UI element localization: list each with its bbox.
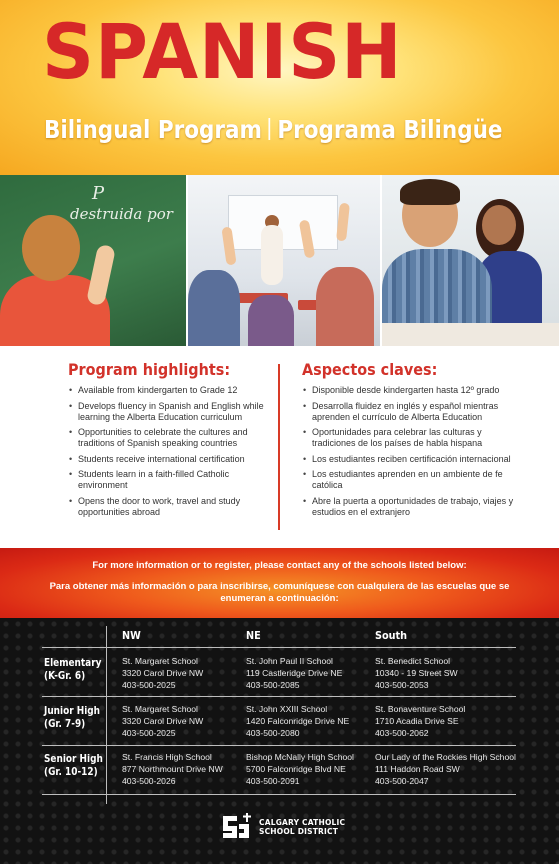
school-phone[interactable]: 403-500-2025 bbox=[122, 728, 176, 738]
row-header-senior-high bbox=[44, 753, 103, 779]
row-level: Junior High bbox=[44, 705, 101, 717]
table-divider-vertical bbox=[106, 626, 107, 804]
school-address: 3320 Carol Drive NW bbox=[122, 716, 204, 726]
school-cell bbox=[122, 751, 223, 787]
list-item: • Los estudiantes aprenden en un ambiente de fe católica bbox=[302, 469, 522, 491]
highlights-es-heading: Aspectos claves: bbox=[302, 360, 438, 379]
school-phone[interactable]: 403-500-2026 bbox=[122, 776, 176, 786]
logo-line-2: SCHOOL DISTRICT bbox=[259, 827, 339, 836]
logo-text bbox=[259, 818, 345, 837]
list-item: • Desarrolla fluidez en inglés y español mientras aprenden el currículo de Alberta Education bbox=[302, 401, 522, 423]
contact-text-en: For more information or to register, please contact any of the schools listed below: bbox=[92, 560, 467, 571]
school-address: 3320 Carol Drive NW bbox=[122, 668, 204, 678]
subtitle-es: Programa Bilingüe bbox=[277, 115, 503, 144]
subtitle-divider bbox=[269, 118, 271, 140]
photo-strip bbox=[0, 175, 559, 346]
row-level: Elementary bbox=[44, 657, 102, 669]
school-address: 10340 - 19 Street SW bbox=[375, 668, 458, 678]
photo-students bbox=[382, 175, 559, 346]
school-cell bbox=[246, 703, 349, 739]
row-header-elementary bbox=[44, 657, 101, 683]
highlights-en-list bbox=[68, 385, 268, 518]
photo-chalkboard bbox=[0, 175, 186, 346]
table bbox=[382, 323, 559, 346]
school-address: 111 Haddon Road SW bbox=[375, 764, 460, 774]
student-arm bbox=[86, 244, 116, 306]
school-address: 877 Northmount Drive NW bbox=[122, 764, 223, 774]
row-grades: (K-Gr. 6) bbox=[44, 670, 86, 682]
student-head bbox=[22, 215, 80, 281]
school-name: St. Margaret School bbox=[122, 656, 198, 666]
column-header-south: South bbox=[375, 629, 408, 642]
school-address: 1420 Falconridge Drive NE bbox=[246, 716, 350, 726]
school-cell bbox=[246, 655, 342, 691]
school-name: St. John XXIII School bbox=[246, 704, 328, 714]
school-cell bbox=[122, 703, 203, 739]
school-address: 119 Castleridge Drive NE bbox=[246, 668, 343, 678]
classmate bbox=[316, 267, 374, 346]
highlights-es bbox=[302, 360, 522, 522]
logo-line-1: CALGARY CATHOLIC bbox=[259, 817, 346, 827]
subtitle bbox=[44, 115, 503, 144]
chalk-text-1: P bbox=[92, 183, 105, 204]
school-name: Our Lady of the Rockies High School bbox=[375, 752, 516, 762]
classmate bbox=[248, 295, 294, 346]
list-item: • Students receive international certification bbox=[68, 454, 268, 465]
highlights-en bbox=[68, 360, 268, 522]
school-name: St. John Paul II School bbox=[246, 656, 333, 666]
highlights-en-heading: Program highlights: bbox=[68, 360, 231, 379]
school-phone[interactable]: 403-500-2025 bbox=[122, 680, 176, 690]
contact-banner bbox=[0, 548, 559, 618]
student-hair bbox=[400, 179, 460, 205]
column-divider bbox=[278, 364, 280, 530]
school-name: Bishop McNally High School bbox=[246, 752, 354, 762]
column-header-nw: NW bbox=[122, 629, 141, 642]
list-item: • Opportunities to celebrate the cultures and traditions of Spanish speaking countries bbox=[68, 427, 268, 449]
row-level: Senior High bbox=[44, 753, 103, 765]
school-cell bbox=[375, 655, 458, 691]
school-address: 5700 Falconridge Blvd NE bbox=[246, 764, 346, 774]
teacher-figure bbox=[261, 225, 283, 285]
school-name: St. Benedict School bbox=[375, 656, 451, 666]
school-phone[interactable]: 403-500-2062 bbox=[375, 728, 429, 738]
column-header-ne: NE bbox=[246, 629, 261, 642]
school-cell bbox=[122, 655, 203, 691]
school-phone[interactable]: 403-500-2047 bbox=[375, 776, 429, 786]
school-address: 1710 Acadia Drive SE bbox=[375, 716, 459, 726]
chalk-text-2: destruida por bbox=[70, 205, 173, 223]
raised-hand bbox=[336, 203, 350, 242]
list-item: • Available from kindergarten to Grade 12 bbox=[68, 385, 268, 396]
school-phone[interactable]: 403-500-2085 bbox=[246, 680, 300, 690]
schools-table bbox=[0, 618, 559, 864]
list-item: • Los estudiantes reciben certificación internacional bbox=[302, 454, 522, 465]
row-grades: (Gr. 10-12) bbox=[44, 766, 98, 778]
table-divider bbox=[42, 794, 516, 795]
highlights-es-list bbox=[302, 385, 522, 518]
school-name: St. Margaret School bbox=[122, 704, 198, 714]
subtitle-en: Bilingual Program bbox=[44, 115, 262, 144]
school-cell bbox=[246, 751, 354, 787]
table-divider bbox=[42, 745, 516, 746]
row-header-junior-high bbox=[44, 705, 100, 731]
table-divider bbox=[42, 647, 516, 648]
whiteboard bbox=[228, 195, 338, 250]
list-item: • Oportunidades para celebrar las culturas y tradiciones de los países de habla hispana bbox=[302, 427, 522, 449]
school-cell bbox=[375, 751, 516, 787]
cross-logo-icon bbox=[221, 812, 253, 842]
classmate bbox=[188, 270, 240, 346]
row-grades: (Gr. 7-9) bbox=[44, 718, 86, 730]
district-logo[interactable] bbox=[221, 812, 345, 842]
student-head bbox=[482, 205, 516, 245]
highlights-section bbox=[0, 346, 559, 548]
school-phone[interactable]: 403-500-2080 bbox=[246, 728, 300, 738]
page-title: SPANISH bbox=[42, 7, 403, 96]
school-name: St. Francis High School bbox=[122, 752, 212, 762]
table-divider bbox=[42, 696, 516, 697]
photo-classroom bbox=[188, 175, 380, 346]
list-item: • Abre la puerta a oportunidades de trabajo, viajes y estudios en el extranjero bbox=[302, 496, 522, 518]
school-phone[interactable]: 403-500-2053 bbox=[375, 680, 429, 690]
contact-text-es: Para obtener más información o para inscribirse, comuníquese con cualquiera de las escuelas que se enumeran a continuación: bbox=[49, 581, 510, 604]
school-phone[interactable]: 403-500-2091 bbox=[246, 776, 300, 786]
school-cell bbox=[375, 703, 465, 739]
list-item: • Disponible desde kindergarten hasta 12º grado bbox=[302, 385, 522, 396]
school-name: St. Bonaventure School bbox=[375, 704, 466, 714]
list-item: • Students learn in a faith-filled Catholic environment bbox=[68, 469, 268, 491]
list-item: • Opens the door to work, travel and study opportunities abroad bbox=[68, 496, 268, 518]
list-item: • Develops fluency in Spanish and English while learning the Alberta Education curriculum bbox=[68, 401, 268, 423]
header-banner bbox=[0, 0, 559, 175]
